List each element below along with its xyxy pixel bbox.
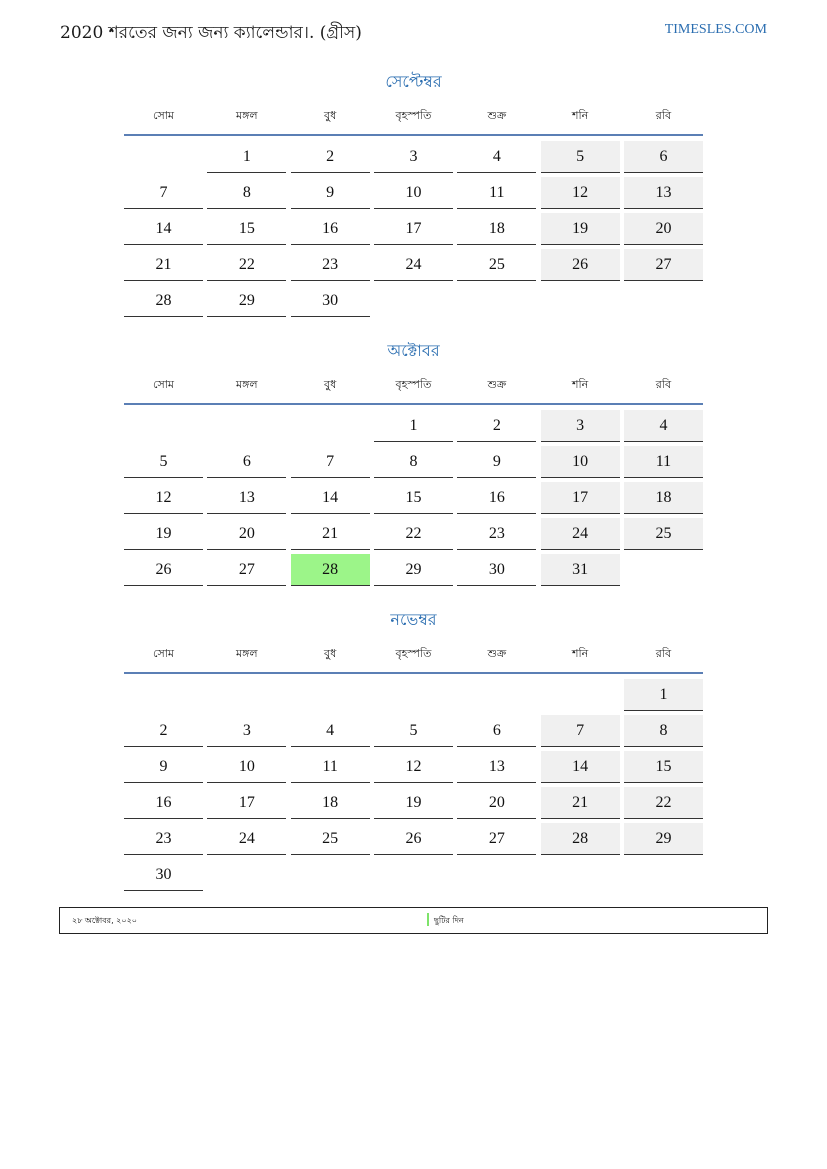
header-divider	[124, 403, 703, 405]
day-grid	[124, 679, 703, 891]
day-cell[interactable]: 9	[124, 751, 203, 783]
empty-day-cell	[457, 679, 536, 711]
day-cell[interactable]: 23	[124, 823, 203, 855]
day-cell[interactable]: 26	[541, 249, 620, 281]
empty-day-cell	[207, 859, 286, 891]
day-cell[interactable]: 7	[291, 446, 370, 478]
weekday-header-row	[124, 375, 703, 403]
day-cell[interactable]: 3	[207, 715, 286, 747]
day-cell[interactable]: 8	[374, 446, 453, 478]
day-cell[interactable]: 4	[457, 141, 536, 173]
weekday-label: শনি	[572, 109, 589, 122]
day-cell[interactable]: 17	[207, 787, 286, 819]
day-cell[interactable]: 24	[541, 518, 620, 550]
legend-label: ছুটির দিন	[434, 916, 464, 925]
empty-day-cell	[541, 859, 620, 891]
day-cell[interactable]: 21	[291, 518, 370, 550]
day-cell[interactable]: 5	[541, 141, 620, 173]
day-cell[interactable]: 11	[624, 446, 703, 478]
weekday-label: বুধ	[324, 647, 337, 660]
day-cell[interactable]: 27	[457, 823, 536, 855]
weekday-label: বৃহস্পতি	[395, 378, 432, 391]
day-cell[interactable]: 25	[457, 249, 536, 281]
weekday-label: শুক্র	[487, 378, 507, 391]
day-cell[interactable]: 24	[374, 249, 453, 281]
day-cell[interactable]: 20	[457, 787, 536, 819]
day-cell[interactable]: 2	[457, 410, 536, 442]
day-cell[interactable]: 27	[207, 554, 286, 586]
day-cell[interactable]: 28	[541, 823, 620, 855]
day-cell[interactable]: 4	[624, 410, 703, 442]
day-cell[interactable]: 22	[207, 249, 286, 281]
empty-day-cell	[457, 859, 536, 891]
day-cell[interactable]: 13	[207, 482, 286, 514]
day-cell[interactable]: 1	[624, 679, 703, 711]
day-cell[interactable]: 2	[291, 141, 370, 173]
weekday-label: রবি	[655, 378, 672, 391]
day-cell[interactable]: 5	[374, 715, 453, 747]
empty-day-cell	[291, 679, 370, 711]
day-cell[interactable]: 23	[291, 249, 370, 281]
empty-day-cell	[124, 410, 203, 442]
day-cell[interactable]: 13	[624, 177, 703, 209]
weekday-label: মঙ্গল	[236, 378, 258, 391]
day-cell[interactable]: 13	[457, 751, 536, 783]
weekday-label: শনি	[572, 647, 589, 660]
weekday-label: সোম	[152, 647, 175, 660]
page-title: 2020 শরতের জন্য জন্য ক্যালেন্ডার।. (গ্রীস)	[60, 23, 362, 43]
month-block	[124, 339, 703, 586]
weekday-label: রবি	[655, 109, 672, 122]
header-divider	[124, 672, 703, 674]
day-cell[interactable]: 15	[207, 213, 286, 245]
day-cell[interactable]: 14	[541, 751, 620, 783]
day-cell[interactable]: 8	[207, 177, 286, 209]
day-cell[interactable]: 12	[124, 482, 203, 514]
day-cell[interactable]: 19	[124, 518, 203, 550]
day-cell[interactable]: 18	[457, 213, 536, 245]
day-cell[interactable]: 31	[541, 554, 620, 586]
empty-day-cell	[124, 141, 203, 173]
day-cell[interactable]: 1	[374, 410, 453, 442]
header-divider	[124, 134, 703, 136]
day-cell[interactable]: 25	[291, 823, 370, 855]
day-cell[interactable]: 20	[207, 518, 286, 550]
day-cell[interactable]: 30	[291, 285, 370, 317]
empty-day-cell	[207, 679, 286, 711]
day-cell[interactable]: 21	[124, 249, 203, 281]
day-cell[interactable]: 16	[291, 213, 370, 245]
legend-box	[59, 907, 768, 934]
day-cell[interactable]: 8	[624, 715, 703, 747]
day-cell[interactable]: 7	[541, 715, 620, 747]
day-cell[interactable]: 4	[291, 715, 370, 747]
day-cell[interactable]: 9	[457, 446, 536, 478]
day-cell[interactable]: 23	[457, 518, 536, 550]
day-cell[interactable]: 6	[457, 715, 536, 747]
legend-color-mark	[427, 913, 429, 926]
day-cell[interactable]: 17	[541, 482, 620, 514]
day-cell[interactable]: 11	[291, 751, 370, 783]
weekday-label: মঙ্গল	[236, 647, 258, 660]
day-cell[interactable]: 22	[374, 518, 453, 550]
weekday-label: বুধ	[324, 109, 337, 122]
day-cell[interactable]: 15	[624, 751, 703, 783]
weekday-header-row	[124, 644, 703, 672]
weekday-label: মঙ্গল	[236, 109, 258, 122]
month-block	[124, 70, 703, 317]
day-cell[interactable]: 20	[624, 213, 703, 245]
weekday-label: বৃহস্পতি	[395, 109, 432, 122]
day-cell[interactable]: 14	[124, 213, 203, 245]
day-cell[interactable]: 11	[457, 177, 536, 209]
day-cell[interactable]: 17	[374, 213, 453, 245]
day-grid	[124, 410, 703, 586]
day-cell[interactable]: 6	[207, 446, 286, 478]
day-cell[interactable]: 5	[124, 446, 203, 478]
empty-day-cell	[374, 679, 453, 711]
brand-link[interactable]: TIMESLES.COM	[664, 22, 767, 37]
day-cell[interactable]: 10	[374, 177, 453, 209]
day-cell[interactable]: 19	[541, 213, 620, 245]
day-cell[interactable]: 30	[124, 859, 203, 891]
day-cell[interactable]: 3	[541, 410, 620, 442]
weekday-label: বৃহস্পতি	[395, 647, 432, 660]
empty-day-cell	[291, 410, 370, 442]
empty-day-cell	[374, 285, 453, 317]
day-cell[interactable]: 29	[374, 554, 453, 586]
day-cell[interactable]: 28	[291, 554, 370, 586]
empty-day-cell	[541, 285, 620, 317]
day-cell[interactable]: 16	[124, 787, 203, 819]
day-cell[interactable]: 14	[291, 482, 370, 514]
empty-day-cell	[374, 859, 453, 891]
empty-day-cell	[624, 554, 703, 586]
day-cell[interactable]: 12	[374, 751, 453, 783]
day-cell[interactable]: 15	[374, 482, 453, 514]
weekday-label: শুক্র	[487, 647, 507, 660]
day-cell[interactable]: 1	[207, 141, 286, 173]
weekday-label: শুক্র	[487, 109, 507, 122]
weekday-header-row	[124, 106, 703, 134]
month-title: অক্টোবর	[387, 341, 440, 360]
weekday-label: সোম	[152, 378, 175, 391]
month-title: সেপ্টেম্বর	[385, 72, 442, 91]
day-cell[interactable]: 21	[541, 787, 620, 819]
day-cell[interactable]: 18	[624, 482, 703, 514]
day-cell[interactable]: 12	[541, 177, 620, 209]
day-cell[interactable]: 26	[374, 823, 453, 855]
weekday-label: রবি	[655, 647, 672, 660]
empty-day-cell	[291, 859, 370, 891]
month-block	[124, 608, 703, 891]
empty-day-cell	[624, 285, 703, 317]
day-cell[interactable]: 29	[207, 285, 286, 317]
empty-day-cell	[457, 285, 536, 317]
empty-day-cell	[541, 679, 620, 711]
day-cell[interactable]: 26	[124, 554, 203, 586]
day-cell[interactable]: 28	[124, 285, 203, 317]
weekday-label: শনি	[572, 378, 589, 391]
weekday-label: সোম	[152, 109, 175, 122]
day-cell[interactable]: 19	[374, 787, 453, 819]
legend-date: ২৮ অক্টোবর, ২০২০	[72, 916, 137, 925]
day-cell[interactable]: 10	[541, 446, 620, 478]
empty-day-cell	[207, 410, 286, 442]
day-cell[interactable]: 27	[624, 249, 703, 281]
day-cell[interactable]: 24	[207, 823, 286, 855]
month-title: নভেম্বর	[390, 610, 437, 629]
weekday-label: বুধ	[324, 378, 337, 391]
empty-day-cell	[124, 679, 203, 711]
day-cell[interactable]: 16	[457, 482, 536, 514]
day-cell[interactable]: 22	[624, 787, 703, 819]
day-cell[interactable]: 18	[291, 787, 370, 819]
day-cell[interactable]: 10	[207, 751, 286, 783]
empty-day-cell	[624, 859, 703, 891]
day-cell[interactable]: 9	[291, 177, 370, 209]
day-cell[interactable]: 29	[624, 823, 703, 855]
day-cell[interactable]: 2	[124, 715, 203, 747]
day-cell[interactable]: 25	[624, 518, 703, 550]
day-cell[interactable]: 30	[457, 554, 536, 586]
day-cell[interactable]: 6	[624, 141, 703, 173]
day-cell[interactable]: 3	[374, 141, 453, 173]
day-cell[interactable]: 7	[124, 177, 203, 209]
day-grid	[124, 141, 703, 317]
